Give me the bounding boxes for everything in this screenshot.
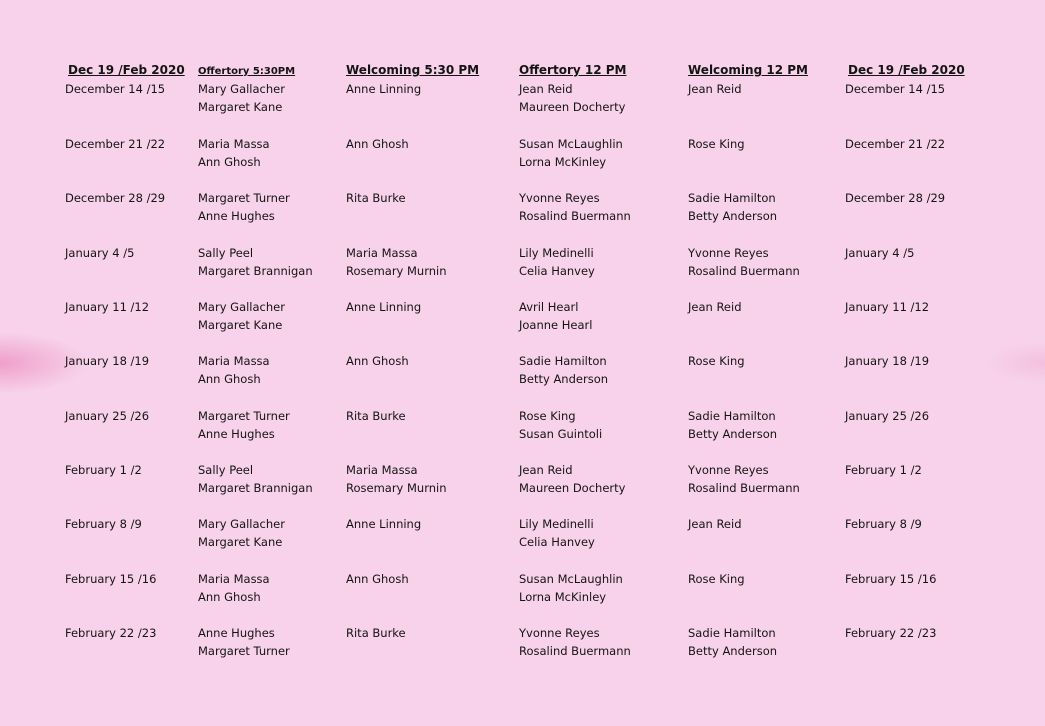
date-cell-right: December 21 /22 xyxy=(845,137,946,151)
offertory-12-cell: Avril Hearl Joanne Hearl xyxy=(519,300,593,332)
offertory-530-cell: Maria Massa Ann Ghosh xyxy=(198,572,270,604)
date-cell: January 18 /19 xyxy=(65,354,150,368)
offertory-12-cell: Rose King Susan Guintoli xyxy=(519,409,603,441)
welcoming-530-cell: Rita Burke xyxy=(346,626,406,640)
welcoming-530-cell: Maria Massa Rosemary Murnin xyxy=(346,463,447,495)
date-cell-right: January 4 /5 xyxy=(845,246,915,260)
date-cell: January 11 /12 xyxy=(65,300,150,314)
welcoming-530-cell: Anne Linning xyxy=(346,300,422,314)
date-cell: December 28 /29 xyxy=(65,191,166,205)
date-cell: January 4 /5 xyxy=(65,246,135,260)
offertory-530-cell: Mary Gallacher Margaret Kane xyxy=(198,300,285,332)
welcoming-530-cell: Maria Massa Rosemary Murnin xyxy=(346,246,447,278)
welcoming-12-cell: Jean Reid xyxy=(688,517,742,531)
header-welcoming-530: Welcoming 5:30 PM xyxy=(346,63,480,77)
welcoming-12-cell: Jean Reid xyxy=(688,82,742,96)
offertory-12-cell: Jean Reid Maureen Docherty xyxy=(519,463,626,495)
date-cell: January 25 /26 xyxy=(65,409,150,423)
offertory-530-cell: Mary Gallacher Margaret Kane xyxy=(198,517,285,549)
date-cell-right: December 28 /29 xyxy=(845,191,946,205)
offertory-12-cell: Jean Reid Maureen Docherty xyxy=(519,82,626,114)
date-cell-right: January 25 /26 xyxy=(845,409,930,423)
rota-row xyxy=(0,407,1045,451)
date-cell-right: December 14 /15 xyxy=(845,82,946,96)
rota-row xyxy=(0,135,1045,179)
offertory-12-cell: Yvonne Reyes Rosalind Buermann xyxy=(519,626,631,658)
offertory-530-cell: Sally Peel Margaret Brannigan xyxy=(198,463,313,495)
welcoming-530-cell: Ann Ghosh xyxy=(346,354,409,368)
welcoming-12-cell: Sadie Hamilton Betty Anderson xyxy=(688,191,778,223)
welcoming-530-cell: Ann Ghosh xyxy=(346,572,409,586)
date-cell-right: January 18 /19 xyxy=(845,354,930,368)
date-cell-right: January 11 /12 xyxy=(845,300,930,314)
header-dates-right: Dec 19 /Feb 2020 xyxy=(848,63,965,77)
welcoming-530-cell: Ann Ghosh xyxy=(346,137,409,151)
header-offertory-530: Offertory 5:30PM xyxy=(198,66,296,77)
rota-row xyxy=(0,244,1045,288)
offertory-530-cell: Margaret Turner Anne Hughes xyxy=(198,191,290,223)
rota-row xyxy=(0,461,1045,505)
offertory-12-cell: Lily Medinelli Celia Hanvey xyxy=(519,246,595,278)
welcoming-530-cell: Rita Burke xyxy=(346,191,406,205)
welcoming-12-cell: Rose King xyxy=(688,572,745,586)
rota-row xyxy=(0,570,1045,614)
welcoming-12-cell: Rose King xyxy=(688,354,745,368)
date-cell-right: February 15 /16 xyxy=(845,572,937,586)
offertory-12-cell: Susan McLaughlin Lorna McKinley xyxy=(519,137,623,169)
rota-row xyxy=(0,352,1045,396)
date-cell-right: February 22 /23 xyxy=(845,626,937,640)
date-cell: December 21 /22 xyxy=(65,137,166,151)
welcoming-12-cell: Jean Reid xyxy=(688,300,742,314)
offertory-12-cell: Sadie Hamilton Betty Anderson xyxy=(519,354,609,386)
offertory-530-cell: Maria Massa Ann Ghosh xyxy=(198,137,270,169)
rota-row xyxy=(0,189,1045,233)
welcoming-530-cell: Rita Burke xyxy=(346,409,406,423)
offertory-530-cell: Anne Hughes Margaret Turner xyxy=(198,626,290,658)
date-cell-right: February 1 /2 xyxy=(845,463,922,477)
date-cell-right: February 8 /9 xyxy=(845,517,922,531)
offertory-12-cell: Susan McLaughlin Lorna McKinley xyxy=(519,572,623,604)
header-offertory-12: Offertory 12 PM xyxy=(519,63,627,77)
offertory-12-cell: Lily Medinelli Celia Hanvey xyxy=(519,517,595,549)
offertory-12-cell: Yvonne Reyes Rosalind Buermann xyxy=(519,191,631,223)
offertory-530-cell: Margaret Turner Anne Hughes xyxy=(198,409,290,441)
welcoming-12-cell: Sadie Hamilton Betty Anderson xyxy=(688,409,778,441)
welcoming-530-cell: Anne Linning xyxy=(346,517,422,531)
offertory-530-cell: Maria Massa Ann Ghosh xyxy=(198,354,270,386)
date-cell: December 14 /15 xyxy=(65,82,166,96)
rota-row xyxy=(0,515,1045,559)
welcoming-12-cell: Sadie Hamilton Betty Anderson xyxy=(688,626,778,658)
offertory-530-cell: Mary Gallacher Margaret Kane xyxy=(198,82,285,114)
welcoming-12-cell: Yvonne Reyes Rosalind Buermann xyxy=(688,246,800,278)
welcoming-12-cell: Rose King xyxy=(688,137,745,151)
welcoming-12-cell: Yvonne Reyes Rosalind Buermann xyxy=(688,463,800,495)
date-cell: February 22 /23 xyxy=(65,626,157,640)
rota-row xyxy=(0,298,1045,342)
header-welcoming-12: Welcoming 12 PM xyxy=(688,63,808,77)
date-cell: February 15 /16 xyxy=(65,572,157,586)
offertory-530-cell: Sally Peel Margaret Brannigan xyxy=(198,246,313,278)
welcoming-530-cell: Anne Linning xyxy=(346,82,422,96)
date-cell: February 8 /9 xyxy=(65,517,142,531)
rota-row xyxy=(0,80,1045,124)
rota-row xyxy=(0,624,1045,668)
header-dates-left: Dec 19 /Feb 2020 xyxy=(68,63,185,77)
date-cell: February 1 /2 xyxy=(65,463,142,477)
